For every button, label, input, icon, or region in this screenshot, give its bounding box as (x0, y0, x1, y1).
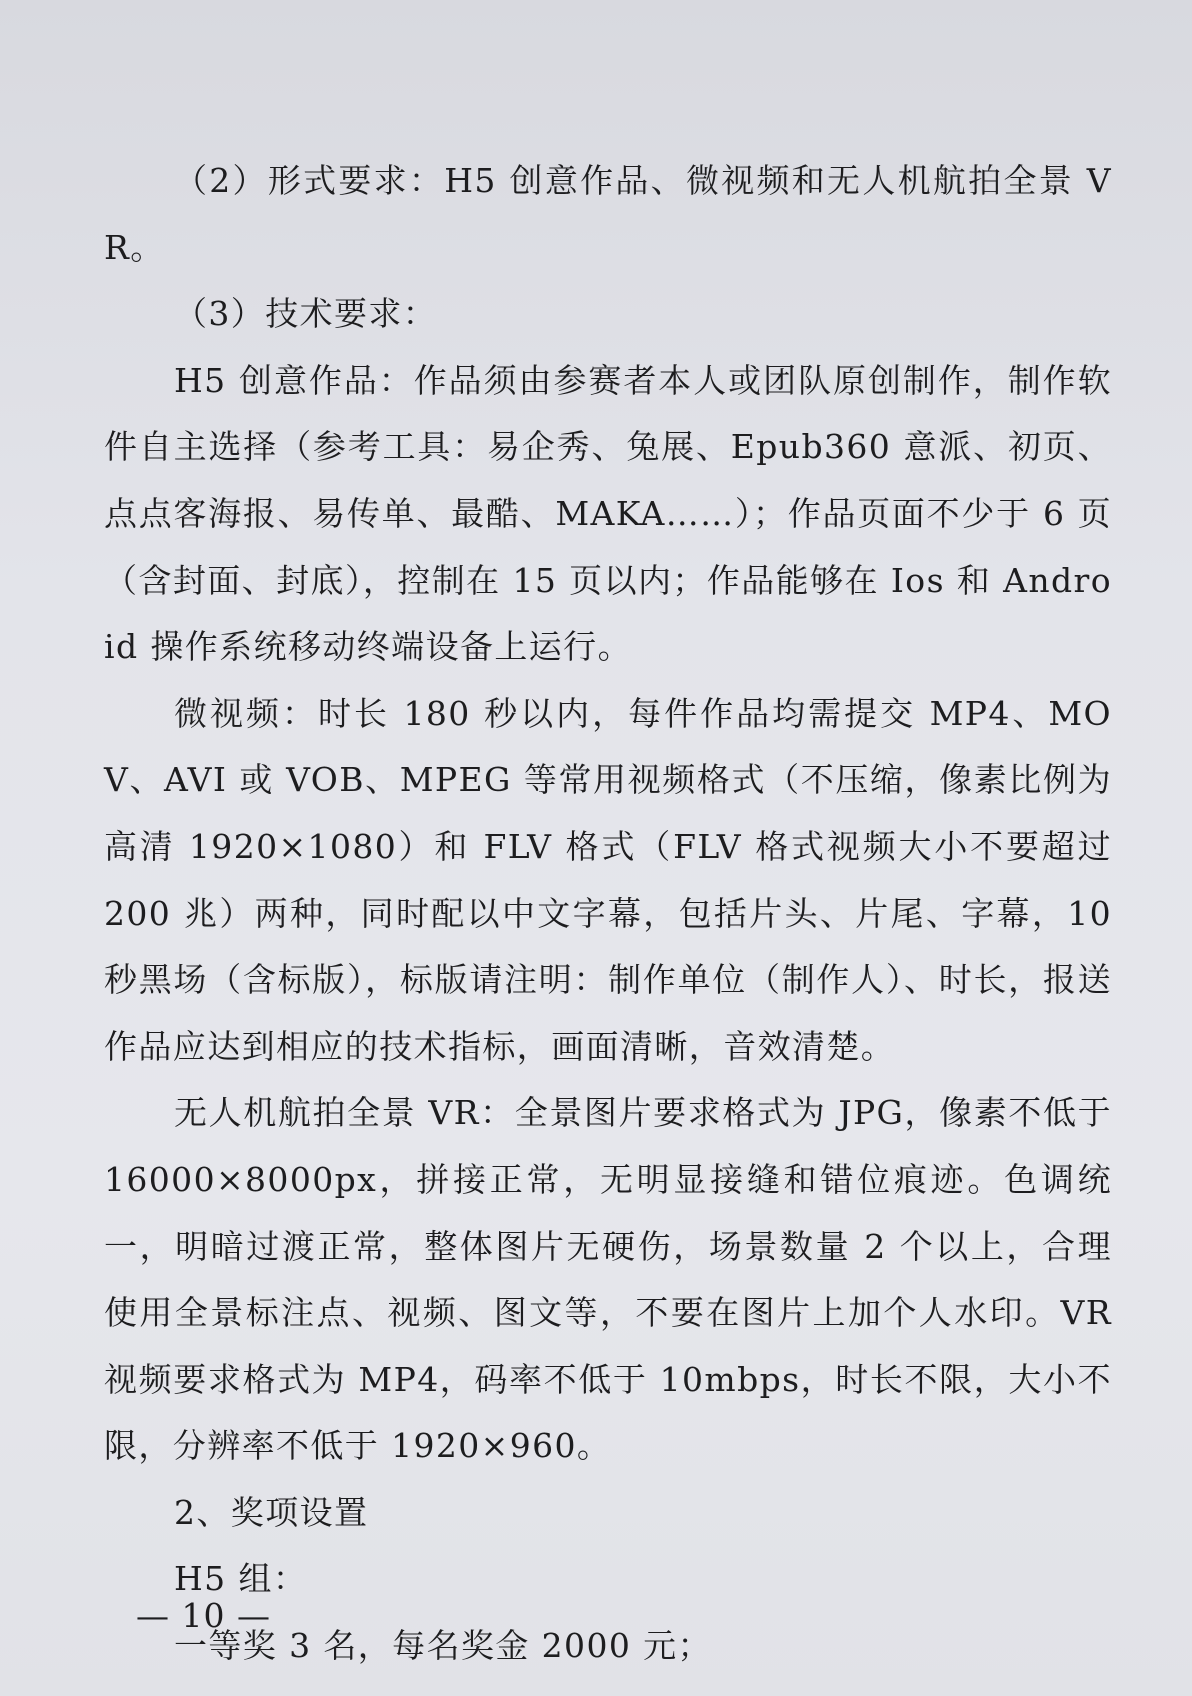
paragraph-technical-requirements-heading: （3）技术要求： (174, 294, 438, 334)
section-heading-awards: 2、奖项设置 (174, 1492, 369, 1532)
paragraph-format-requirements: （2）形式要求：H5 创意作品、微视频和无人机航拍全景 VR。 (104, 161, 1112, 267)
award-group-h5: H5 组： (174, 1559, 308, 1599)
page-number: — 10 — (136, 1596, 271, 1635)
paragraph-h5-requirements: H5 创意作品：作品须由参赛者本人或团队原创制作，制作软件自主选择（参考工具：易企秀、兔展、Epub360 意派、初页、点点客海报、易传单、最酷、MAKA……）；作品页面不少于 6 页（含封面、封底），控制在 15 页以内；作品能够在 Ios 和 Android 操作系统移动终端设备上运行。 (104, 360, 1112, 667)
award-first-prize: 一等奖 3 名，每名奖金 2000 元； (174, 1626, 712, 1666)
document-body (104, 148, 1112, 1680)
paragraph-micro-video-requirements: 微视频：时长 180 秒以内，每件作品均需提交 MP4、MOV、AVI 或 VOB、MPEG 等常用视频格式（不压缩，像素比例为高清 1920×1080）和 FLV 格式（FLV 格式视频大小不要超过 200 兆）两种，同时配以中文字幕，包括片头、片尾、字幕，10 秒黑场（含标版），标版请注明：制作单位（制作人）、时长，报送作品应达到相应的技术指标，画面清晰，音效清楚。 (104, 693, 1112, 1066)
paragraph-drone-vr-requirements: 无人机航拍全景 VR：全景图片要求格式为 JPG，像素不低于 16000×8000px，拼接正常，无明显接缝和错位痕迹。色调统一，明暗过渡正常，整体图片无硬伤，场景数量 2 个以上，合理使用全景标注点、视频、图文等，不要在图片上加个人水印。VR 视频要求格式为 MP4，码率不低于 10mbps，时长不限，大小不限，分辨率不低于 1920×960。 (104, 1093, 1112, 1466)
